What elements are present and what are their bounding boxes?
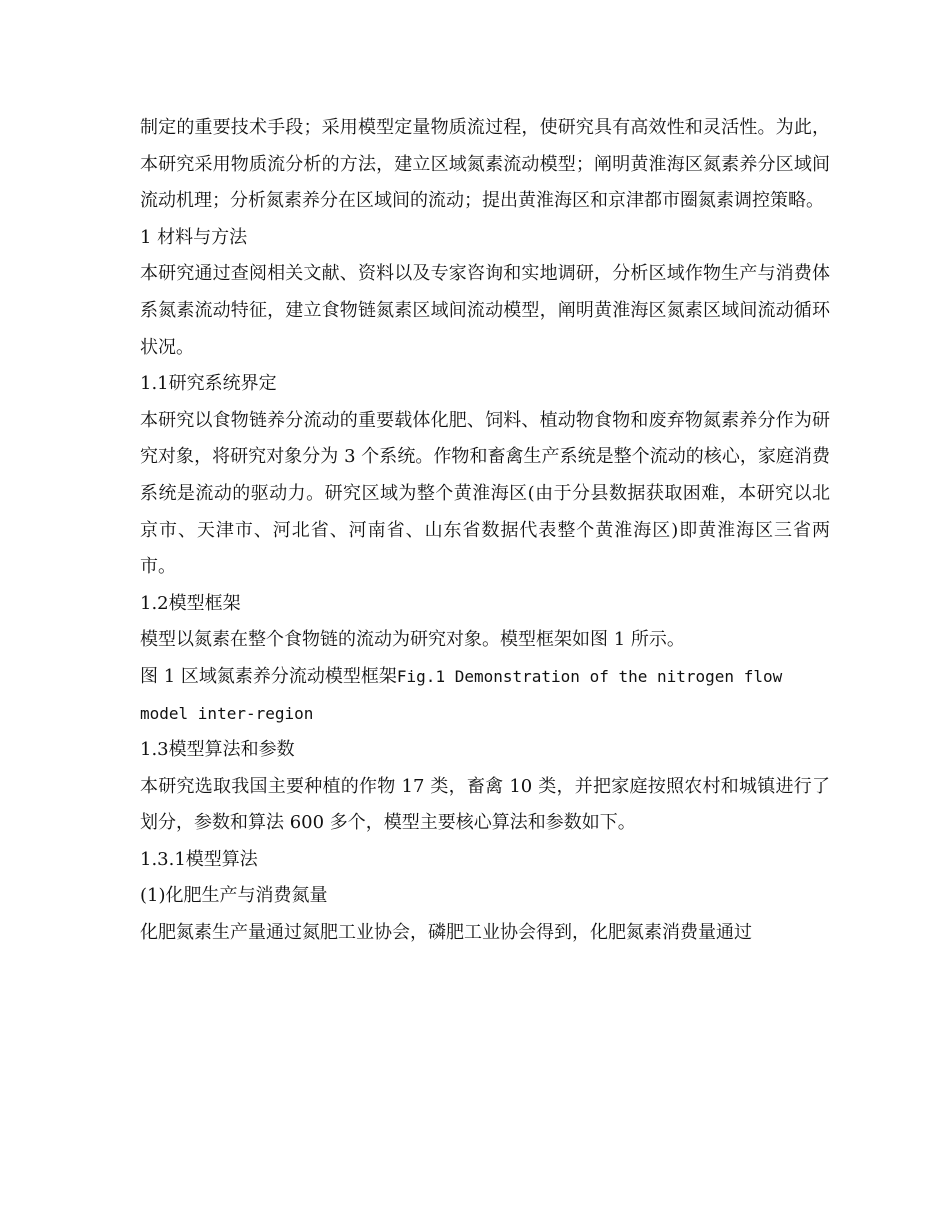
figure-caption-cn: 图 1 区域氮素养分流动模型框架 [140,665,397,687]
figure-caption [140,659,830,732]
paragraph-methods: 本研究通过查阅相关文献、资料以及专家咨询和实地调研，分析区域作物生产与消费体系氮素流动特征，建立食物链氮素区域间流动模型，阐明黄淮海区氮素区域间流动循环状况。 [140,263,830,358]
paragraph-intro: 制定的重要技术手段；采用模型定量物质流过程，使研究具有高效性和灵活性。为此，本研究采用物质流分析的方法，建立区域氮素流动模型；阐明黄淮海区氮素养分区域间流动机理；分析氮素养分在区域间的流动；提出黄淮海区和京津都市圈氮素调控策略。 [140,117,830,212]
subsection-heading-system-definition: 1.1研究系统界定 [140,373,277,395]
document-body [140,110,830,952]
subsection-heading-model-framework: 1.2模型框架 [140,592,241,614]
item-heading-fertilizer: (1)化肥生产与消费氮量 [140,885,328,907]
paragraph-system-definition: 本研究以食物链养分流动的重要载体化肥、饲料、植动物食物和废弃物氮素养分作为研究对象，将研究对象分为 3 个系统。作物和畜禽生产系统是整个流动的核心，家庭消费系统是流动的驱动力。研究区域为整个黄淮海区(由于分县数据获取困难，本研究以北京市、天津市、河北省、河南省、山东省数据代表整个黄淮海区)即黄淮海区三省两市。 [140,409,830,578]
paragraph-model-framework: 模型以氮素在整个食物链的流动为研究对象。模型框架如图 1 所示。 [140,629,685,651]
paragraph-algorithms-params: 本研究选取我国主要种植的作物 17 类，畜禽 10 类，并把家庭按照农村和城镇进行了划分，参数和算法 600 多个，模型主要核心算法和参数如下。 [140,775,830,834]
subsection-heading-algorithms-params: 1.3模型算法和参数 [140,739,295,761]
subsubsection-heading-model-algorithm: 1.3.1模型算法 [140,848,258,870]
section-heading-materials-methods: 1 材料与方法 [140,226,248,248]
paragraph-fertilizer: 化肥氮素生产量通过氮肥工业协会，磷肥工业协会得到，化肥氮素消费量通过 [140,922,752,944]
figure-caption-en-line2: model inter-region [140,703,314,723]
figure-caption-en-line1: Fig.1 Demonstration of the nitrogen flow [396,666,783,686]
